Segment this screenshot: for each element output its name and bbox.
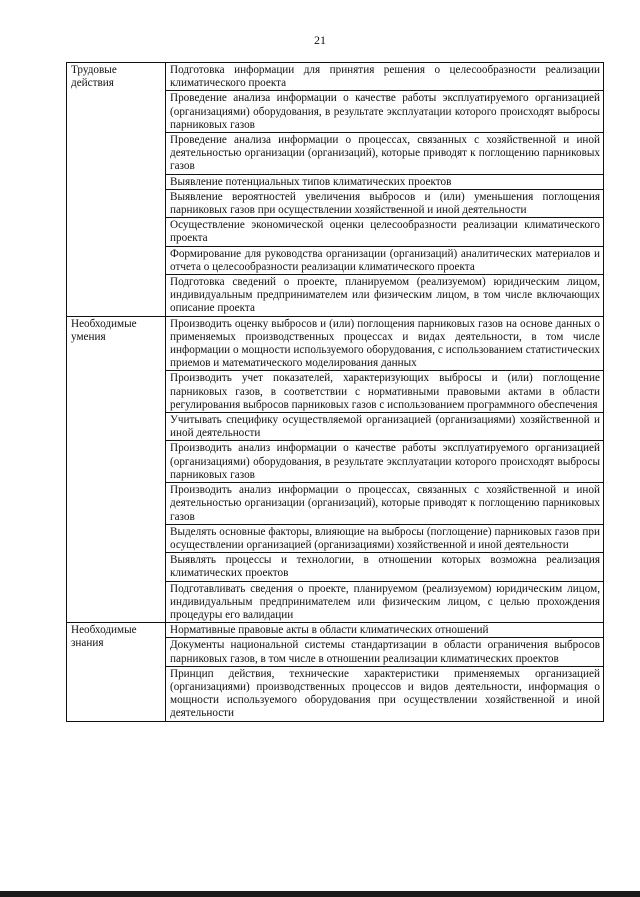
section-label: Необходимые знания [67,623,166,721]
competency-table [66,62,604,722]
competency-table-body [67,63,604,722]
table-row [67,623,604,638]
section-item: Подготовка сведений о проекте, планируемом (реализуемом) юридическим лицом, индивидуальным предпринимателем или физическим лицом, в том числе включающих описание проекта [166,275,604,317]
page-number: 21 [314,33,326,47]
table-row [67,63,604,91]
section-item: Осуществление экономической оценки целесообразности реализации климатического проекта [166,218,604,246]
section-item: Выявление вероятностей увеличения выбросов и (или) уменьшения поглощения парниковых газов при осуществлении хозяйственной и иной деятельности [166,189,604,217]
section-item: Производить анализ информации о качестве работы эксплуатируемого организацией (организациями) оборудования, в результате эксплуатации которого происходят выбросы парниковых газов [166,441,604,483]
section-item: Документы национальной системы стандартизации в области ограничения выбросов парниковых газов, в том числе в отношении реализации климатических проектов [166,638,604,666]
section-item: Производить оценку выбросов и (или) поглощения парниковых газов на основе данных о применяемых производственных процессах и видах деятельности, в том числе информации о мощности используемого оборудования, с использованием статистических приемов и математического моделирования данных [166,316,604,371]
section-item: Принцип действия, технические характеристики применяемых организацией (организациями) производственных процессов и видов деятельности, информация о мощности используемого оборудования при осуществлении хозяйственной и иной деятельности [166,666,604,721]
section-item: Формирование для руководства организации (организаций) аналитических материалов и отчета о целесообразности реализации климатического проекта [166,246,604,274]
section-item: Производить анализ информации о процессах, связанных с хозяйственной и иной деятельностью организации (организаций), которые приводят к поглощению парниковых газов [166,483,604,525]
section-label: Трудовые действия [67,63,166,317]
section-label: Необходимые умения [67,316,166,622]
table-row [67,316,604,371]
section-item: Подготовка информации для принятия решения о целесообразности реализации климатического проекта [166,63,604,91]
section-item: Выявление потенциальных типов климатических проектов [166,174,604,189]
section-item: Нормативные правовые акты в области климатических отношений [166,623,604,638]
section-item: Проведение анализа информации о процессах, связанных с хозяйственной и иной деятельностью организации (организаций), которые приводят к поглощению парниковых газов [166,133,604,175]
scan-bottom-edge [0,891,640,897]
section-item: Выделять основные факторы, влияющие на выбросы (поглощение) парниковых газов при осуществлении организацией (организациями) хозяйственной и иной деятельности [166,524,604,552]
section-item: Подготавливать сведения о проекте, планируемом (реализуемом) юридическим лицом, индивидуальным предпринимателем или физическим лицом, с целью прохождения процедуры его валидации [166,581,604,623]
section-item: Производить учет показателей, характеризующих выбросы и (или) поглощение парниковых газов, в соответствии с нормативными правовыми актами в области регулирования выбросов парниковых газов с использованием программного обеспечения [166,371,604,413]
section-item: Учитывать специфику осуществляемой организацией (организациями) хозяйственной и иной деятельности [166,413,604,441]
section-item: Выявлять процессы и технологии, в отношении которых возможна реализация климатических проектов [166,553,604,581]
section-item: Проведение анализа информации о качестве работы эксплуатируемого организацией (организациями) оборудования, в результате эксплуатации которого происходят выбросы парниковых газов [166,91,604,133]
